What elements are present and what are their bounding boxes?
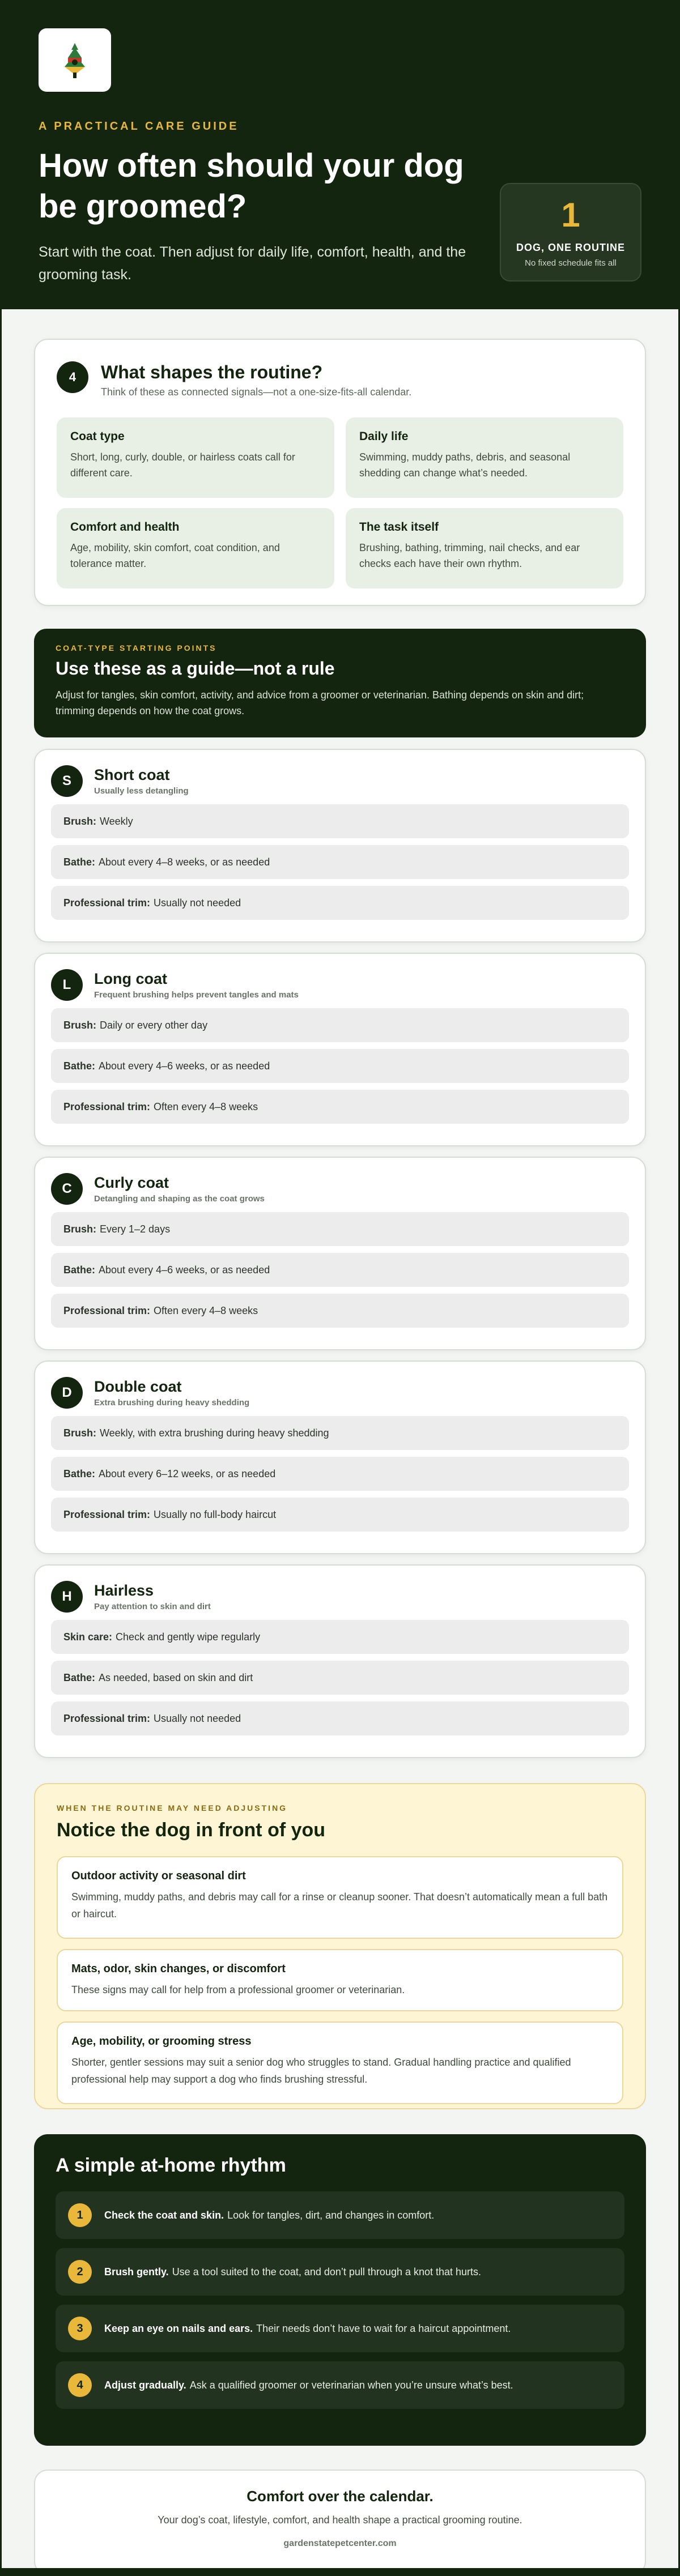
step-number-badge: 4 [68,2373,92,2397]
guide-title: Use these as a guide—not a rule [56,658,335,679]
row-label: Bathe: [63,1468,96,1479]
factor-card-coat-type [57,417,334,498]
coat-row-bathe [51,1661,629,1695]
coat-row-trim [51,1294,629,1328]
coat-subtitle: Detangling and shaping as the coat grows [94,1194,265,1204]
rhythm-step [56,2248,624,2296]
factor-card-task-itself [346,508,623,588]
main-content [0,339,680,2575]
row-value: About every 4–8 weeks, or as needed [99,856,270,868]
factor-text: Age, mobility, skin comfort, coat condition, and tolerance matter. [70,542,280,569]
guide-eyebrow: COAT-TYPE STARTING POINTS [56,643,217,652]
coat-card-curly [34,1157,646,1350]
step-heading: Check the coat and skin. [104,2209,224,2221]
coat-card-double [34,1360,646,1554]
stat-label: DOG, ONE ROUTINE [516,242,625,253]
coat-row-brush [51,1008,629,1042]
adjust-title: Notice the dog in front of you [57,1819,326,1841]
row-value: Usually not needed [154,1712,241,1724]
stat-number: 1 [561,196,580,234]
coat-row-bathe [51,1457,629,1491]
coat-row-brush [51,1212,629,1246]
page-border-left [0,309,2,2576]
adjust-card-age [57,2021,623,2104]
step-number-badge: 1 [68,2203,92,2227]
coat-card-short [34,749,646,942]
row-label: Skin care: [63,1631,113,1643]
coat-subtitle: Usually less detangling [94,786,189,796]
hero-eyebrow: A PRACTICAL CARE GUIDE [39,120,239,133]
factor-title: Coat type [70,430,125,443]
factors-header [57,361,623,398]
row-label: Professional trim: [63,1712,151,1724]
row-value: Daily or every other day [100,1019,208,1031]
factor-text: Swimming, muddy paths, debris, and seasonal shedding can change what’s needed. [359,451,571,479]
adjust-section [34,1783,646,2109]
coat-row-trim [51,1701,629,1735]
coat-letter-badge: S [51,765,83,797]
coat-name: Long coat [94,970,167,987]
footer-title: Comfort over the calendar. [246,2488,434,2505]
step-heading: Brush gently. [104,2266,169,2278]
row-value: As needed, based on skin and dirt [99,1671,253,1683]
coat-name: Curly coat [94,1174,169,1191]
row-label: Brush: [63,1019,96,1031]
footer-site-link[interactable]: gardenstatepetcenter.com [283,2539,397,2548]
hero-header [0,0,680,309]
row-value: About every 4–6 weeks, or as needed [99,1060,270,1072]
row-label: Bathe: [63,856,96,868]
factor-text: Brushing, bathing, trimming, nail checks, and ear checks each have their own rhythm. [359,542,580,569]
coat-subtitle: Extra brushing during heavy shedding [94,1398,250,1408]
coat-row-trim [51,886,629,920]
factors-count-badge: 4 [57,361,88,393]
adjust-card-text: Swimming, muddy paths, and debris may call for a rinse or cleanup sooner. That doesn’t automatically mean a full bath or haircut. [71,1891,608,1920]
row-label: Brush: [63,1223,96,1235]
adjust-eyebrow: WHEN THE ROUTINE MAY NEED ADJUSTING [57,1803,288,1812]
footer-subtitle: Your dog’s coat, lifestyle, comfort, and health shape a practical grooming routine. [158,2514,522,2526]
coat-row-bathe [51,845,629,879]
factor-title: The task itself [359,521,439,534]
row-value: Usually no full-body haircut [154,1508,277,1520]
step-number-badge: 3 [68,2317,92,2340]
row-value: Often every 4–8 weeks [154,1304,258,1316]
coat-row-trim [51,1498,629,1532]
factor-card-comfort-health [57,508,334,588]
row-value: Check and gently wipe regularly [116,1631,261,1643]
stat-card [500,183,641,282]
coat-subtitle: Pay attention to skin and dirt [94,1602,211,1611]
footer-card [34,2470,646,2575]
coat-row-bathe [51,1253,629,1287]
rhythm-step [56,2305,624,2352]
row-label: Professional trim: [63,1508,151,1520]
guide-text: Adjust for tangles, skin comfort, activity, and advice from a groomer or veterinarian. Bathing depends on skin and dirt; trimming depends on how the coat grows. [56,689,584,716]
adjust-card-title: Mats, odor, skin changes, or discomfort [71,1963,286,1975]
row-value: Weekly, with extra brushing during heavy shedding [100,1427,329,1439]
row-value: Every 1–2 days [100,1223,171,1235]
step-heading: Keep an eye on nails and ears. [104,2322,253,2334]
page-border-bottom [0,2568,680,2576]
step-text: Use a tool suited to the coat, and don’t pull through a knot that hurts. [172,2266,482,2278]
factor-text: Short, long, curly, double, or hairless coats call for different care. [70,451,295,479]
row-label: Bathe: [63,1060,96,1072]
row-value: Often every 4–8 weeks [154,1101,258,1112]
adjust-card-title: Outdoor activity or seasonal dirt [71,1870,246,1882]
row-value: Usually not needed [154,897,241,909]
row-label: Brush: [63,815,96,827]
coat-row-brush [51,1416,629,1450]
coat-row-bathe [51,1049,629,1083]
brand-logo[interactable] [39,28,111,92]
row-value: Weekly [100,815,133,827]
hero-subtitle: Start with the coat. Then adjust for daily life, comfort, health, and the grooming task. [39,244,466,283]
factors-title: What shapes the routine? [101,362,323,382]
page-title: How often should your dog be groomed? [39,147,464,225]
rhythm-step [56,2191,624,2239]
coat-name: Hairless [94,1582,154,1599]
step-text: Their needs don’t have to wait for a haircut appointment. [256,2322,511,2334]
factor-card-daily-life [346,417,623,498]
factors-grid [57,417,623,588]
factors-subtitle: Think of these as connected signals—not a one-size-fits-all calendar. [101,386,412,398]
coat-letter-badge: C [51,1173,83,1205]
row-value: About every 4–6 weeks, or as needed [99,1264,270,1276]
step-number-badge: 2 [68,2260,92,2284]
row-label: Brush: [63,1427,96,1439]
guide-banner [34,629,646,737]
rhythm-title: A simple at-home rhythm [56,2155,286,2176]
coat-card-long [34,953,646,1146]
factors-section [34,339,646,606]
factor-title: Daily life [359,430,409,443]
step-text: Ask a qualified groomer or veterinarian when you’re unsure what’s best. [189,2379,513,2391]
step-text: Look for tangles, dirt, and changes in comfort. [227,2209,435,2221]
coat-row-trim [51,1090,629,1124]
coat-letter-badge: L [51,969,83,1001]
coat-letter-badge: H [51,1581,83,1613]
row-label: Professional trim: [63,1101,151,1112]
adjust-card-text: These signs may call for help from a professional groomer or veterinarian. [71,1984,405,1995]
row-value: About every 6–12 weeks, or as needed [99,1468,276,1479]
coat-card-hairless [34,1564,646,1758]
row-label: Professional trim: [63,897,151,909]
row-label: Bathe: [63,1264,96,1276]
rhythm-section [34,2134,646,2446]
step-heading: Adjust gradually. [104,2379,186,2391]
coat-cards [34,749,646,1758]
coat-subtitle: Frequent brushing helps prevent tangles and mats [94,990,299,1000]
coat-row-skin-care [51,1620,629,1654]
factor-title: Comfort and health [70,521,180,534]
rhythm-steps [56,2191,624,2409]
adjust-card-text: Shorter, gentler sessions may suit a senior dog who struggles to stand. Gradual handling practice and qualified professional help may support a dog who finds brushing stressful. [71,2057,571,2085]
coat-letter-badge: D [51,1377,83,1409]
rhythm-step [56,2361,624,2409]
row-label: Professional trim: [63,1304,151,1316]
coat-name: Double coat [94,1378,182,1395]
adjust-card-title: Age, mobility, or grooming stress [71,2035,252,2048]
row-label: Bathe: [63,1671,96,1683]
coat-name: Short coat [94,766,170,783]
adjust-card-mats [57,1949,623,2011]
stat-subtext: No fixed schedule fits all [525,258,617,268]
pet-center-logo-icon [59,41,91,79]
coat-row-brush [51,804,629,838]
adjust-card-outdoor [57,1856,623,1939]
